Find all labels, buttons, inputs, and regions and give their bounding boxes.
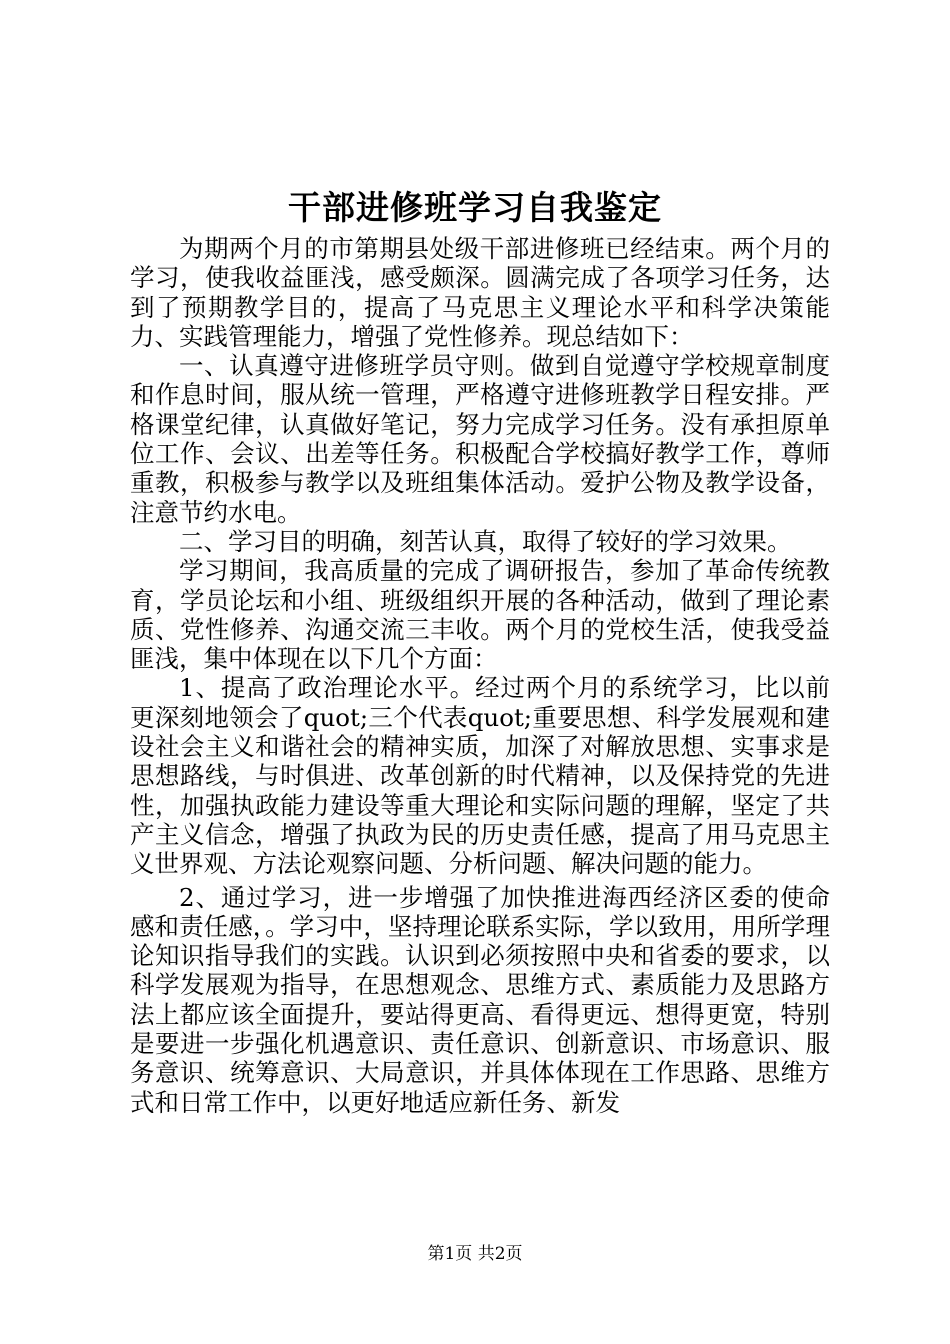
page-footer: 第1页 共2页 [427,1244,523,1264]
document-title: 干部进修班学习自我鉴定 [288,188,662,227]
paragraph-section-1: 一、认真遵守进修班学员守则。做到自觉遵守学校规章制度和作息时间，服从统一管理，严格遵守进修班教学日程安排。严格课堂纪律，认真做好笔记，努力完成学习任务。没有承担原单位工作、会议、出差等任务。积极配合学校搞好教学工作，尊师重教，积极参与教学以及班组集体活动。爱护公物及教学设备，注意节约水电。 [130,351,830,527]
paragraph-intro: 为期两个月的市第期县处级干部进修班已经结束。两个月的学习，使我收益匪浅，感受颇深。圆满完成了各项学习任务，达到了预期教学目的，提高了马克思主义理论水平和科学决策能力、实践管理能力，增强了党性修养。现总结如下： [130,234,830,351]
paragraph-point-2: 2、通过学习，进一步增强了加快推进海西经济区委的使命感和责任感，。学习中，坚持理论联系实际，学以致用，用所学理论知识指导我们的实践。认识到必须按照中央和省委的要求，以科学发展观为指导，在思想观念、思维方式、素质能力及思路方法上都应该全面提升，要站得更高、看得更远、想得更宽，特别是要进一步强化机遇意识、责任意识、创新意识、市场意识、服务意识、统筹意识、大局意识，并具体体现在工作思路、思维方式和日常工作中，以更好地适应新任务、新发 [130,882,830,1117]
document-body [130,234,830,1117]
paragraph-study-period: 学习期间，我高质量的完成了调研报告，参加了革命传统教育，学员论坛和小组、班级组织开展的各种活动，做到了理论素质、党性修养、沟通交流三丰收。两个月的党校生活，使我受益匪浅，集中体现在以下几个方面： [130,556,830,674]
paragraph-section-2-heading: 二、学习目的明确，刻苦认真，取得了较好的学习效果。 [179,526,792,556]
paragraph-point-1: 1、提高了政治理论水平。经过两个月的系统学习，比以前更深刻地领会了quot;三个代表quot;重要思想、科学发展观和建设社会主义和谐社会的精神实质，加深了对解放思想、实事求是思想路线，与时俱进、改革创新的时代精神，以及保持党的先进性，加强执政能力建设等重大理论和实际问题的理解，坚定了共产主义信念，增强了执政为民的历史责任感，提高了用马克思主义世界观、方法论观察问题、分析问题、解决问题的能力。 [130,673,830,879]
